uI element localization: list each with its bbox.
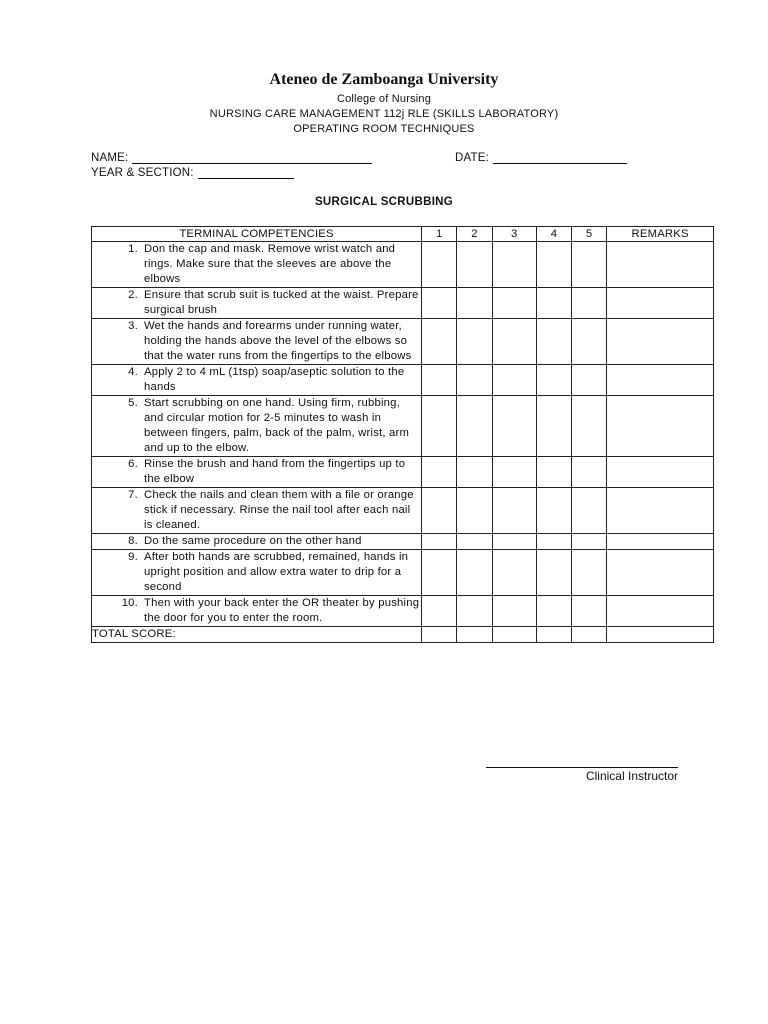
competency-item bbox=[92, 488, 421, 533]
score-cell[interactable] bbox=[492, 627, 536, 643]
competency-item bbox=[92, 319, 421, 364]
date-field[interactable] bbox=[455, 152, 627, 164]
score-cell[interactable] bbox=[457, 534, 492, 550]
table-row bbox=[92, 288, 714, 319]
score-cell[interactable] bbox=[422, 365, 457, 396]
remarks-cell[interactable] bbox=[607, 242, 714, 288]
item-text: Ensure that scrub suit is tucked at the waist. Prepare surgical brush bbox=[144, 289, 419, 316]
score-cell[interactable] bbox=[422, 550, 457, 596]
score-cell[interactable] bbox=[572, 534, 607, 550]
remarks-cell[interactable] bbox=[607, 457, 714, 488]
score-cell[interactable] bbox=[422, 288, 457, 319]
item-number: 3. bbox=[128, 320, 138, 332]
total-score-label: TOTAL SCORE: bbox=[92, 627, 422, 643]
subject-title: OPERATING ROOM TECHNIQUES bbox=[293, 123, 475, 135]
score-cell[interactable] bbox=[422, 596, 457, 627]
column-header: 4 bbox=[536, 227, 571, 242]
competency-item bbox=[92, 550, 421, 595]
score-cell[interactable] bbox=[422, 242, 457, 288]
table-row bbox=[92, 550, 714, 596]
score-cell[interactable] bbox=[492, 596, 536, 627]
score-cell[interactable] bbox=[457, 627, 492, 643]
table-row bbox=[92, 396, 714, 457]
table-row bbox=[92, 457, 714, 488]
score-cell[interactable] bbox=[572, 365, 607, 396]
competency-item bbox=[92, 396, 421, 456]
remarks-cell[interactable] bbox=[607, 396, 714, 457]
score-cell[interactable] bbox=[422, 319, 457, 365]
item-number: 7. bbox=[128, 489, 138, 501]
item-text: Then with your back enter the OR theater by pushing the door for you to enter the room. bbox=[144, 597, 420, 624]
table-row bbox=[92, 365, 714, 396]
remarks-cell[interactable] bbox=[607, 596, 714, 627]
score-cell[interactable] bbox=[536, 457, 571, 488]
score-cell[interactable] bbox=[572, 550, 607, 596]
table-row bbox=[92, 534, 714, 550]
date-label: DATE: bbox=[455, 152, 490, 164]
score-cell[interactable] bbox=[492, 534, 536, 550]
score-cell[interactable] bbox=[492, 365, 536, 396]
item-number: 5. bbox=[128, 397, 138, 409]
item-text: Apply 2 to 4 mL (1tsp) soap/aseptic solution to the hands bbox=[144, 366, 405, 393]
score-cell[interactable] bbox=[457, 596, 492, 627]
item-text: Rinse the brush and hand from the fingertips up to the elbow bbox=[144, 458, 406, 485]
competency-cell bbox=[92, 596, 422, 627]
item-number: 2. bbox=[128, 289, 138, 301]
name-blank[interactable] bbox=[132, 153, 372, 164]
table-row bbox=[92, 488, 714, 534]
competency-item bbox=[92, 365, 421, 395]
item-number: 1. bbox=[128, 243, 138, 255]
university-name: Ateneo de Zamboanga University bbox=[269, 71, 499, 88]
competency-item bbox=[92, 288, 421, 318]
remarks-cell[interactable] bbox=[607, 319, 714, 365]
column-header: TERMINAL COMPETENCIES bbox=[92, 227, 422, 242]
table-row bbox=[92, 319, 714, 365]
score-cell[interactable] bbox=[422, 534, 457, 550]
score-cell[interactable] bbox=[572, 288, 607, 319]
item-text: Start scrubbing on one hand. Using firm, rubbing, and circular motion for 2-5 minutes to wash in between fingers, palm, back of the palm, wrist, arm and up to the elbow. bbox=[144, 397, 410, 454]
score-cell[interactable] bbox=[422, 457, 457, 488]
score-cell[interactable] bbox=[536, 627, 571, 643]
score-cell[interactable] bbox=[492, 288, 536, 319]
competency-cell bbox=[92, 396, 422, 457]
remarks-cell[interactable] bbox=[607, 365, 714, 396]
competency-cell bbox=[92, 457, 422, 488]
competency-item bbox=[92, 534, 421, 549]
score-cell[interactable] bbox=[422, 627, 457, 643]
column-header: 1 bbox=[422, 227, 457, 242]
score-cell[interactable] bbox=[572, 457, 607, 488]
score-cell[interactable] bbox=[572, 627, 607, 643]
score-cell[interactable] bbox=[536, 396, 571, 457]
item-number: 9. bbox=[128, 551, 138, 563]
score-cell[interactable] bbox=[572, 488, 607, 534]
score-cell[interactable] bbox=[457, 365, 492, 396]
name-label: NAME: bbox=[91, 152, 129, 164]
column-header: 5 bbox=[572, 227, 607, 242]
remarks-cell[interactable] bbox=[607, 488, 714, 534]
score-cell[interactable] bbox=[457, 457, 492, 488]
column-header: REMARKS bbox=[607, 227, 714, 242]
score-cell[interactable] bbox=[536, 488, 571, 534]
item-text: After both hands are scrubbed, remained, hands in upright position and allow extra water to drip for a second bbox=[144, 551, 409, 593]
score-cell[interactable] bbox=[536, 596, 571, 627]
signature-label: Clinical Instructor bbox=[585, 769, 678, 783]
score-cell[interactable] bbox=[536, 319, 571, 365]
item-text: Do the same procedure on the other hand bbox=[144, 535, 362, 547]
score-cell[interactable] bbox=[536, 365, 571, 396]
score-cell[interactable] bbox=[492, 319, 536, 365]
score-cell[interactable] bbox=[492, 488, 536, 534]
table-row bbox=[92, 242, 714, 288]
year-section-field[interactable] bbox=[91, 167, 294, 179]
competency-cell bbox=[92, 550, 422, 596]
score-cell[interactable] bbox=[536, 534, 571, 550]
score-cell[interactable] bbox=[572, 319, 607, 365]
competency-cell bbox=[92, 488, 422, 534]
remarks-cell[interactable] bbox=[607, 627, 714, 643]
score-cell[interactable] bbox=[536, 242, 571, 288]
section-title: SURGICAL SCRUBBING bbox=[314, 196, 454, 208]
competency-cell bbox=[92, 319, 422, 365]
score-cell[interactable] bbox=[572, 242, 607, 288]
competency-cell bbox=[92, 534, 422, 550]
remarks-cell[interactable] bbox=[607, 550, 714, 596]
score-cell[interactable] bbox=[457, 396, 492, 457]
total-score-row bbox=[92, 627, 714, 643]
remarks-cell[interactable] bbox=[607, 534, 714, 550]
column-header: 2 bbox=[457, 227, 492, 242]
score-cell[interactable] bbox=[422, 396, 457, 457]
item-text: Don the cap and mask. Remove wrist watch and rings. Make sure that the sleeves are above the elbows bbox=[144, 243, 396, 285]
score-cell[interactable] bbox=[457, 550, 492, 596]
score-cell[interactable] bbox=[492, 396, 536, 457]
competency-cell bbox=[92, 288, 422, 319]
competency-item bbox=[92, 596, 421, 626]
score-cell[interactable] bbox=[536, 288, 571, 319]
competency-table bbox=[91, 226, 714, 643]
date-blank[interactable] bbox=[493, 153, 627, 164]
course-title: NURSING CARE MANAGEMENT 112j RLE (SKILLS LABORATORY) bbox=[209, 108, 559, 120]
table-row bbox=[92, 596, 714, 627]
score-cell[interactable] bbox=[457, 288, 492, 319]
score-cell[interactable] bbox=[536, 550, 571, 596]
score-cell[interactable] bbox=[492, 457, 536, 488]
score-cell[interactable] bbox=[422, 488, 457, 534]
year-section-blank[interactable] bbox=[198, 168, 294, 179]
score-cell[interactable] bbox=[572, 596, 607, 627]
item-number: 4. bbox=[128, 366, 138, 378]
item-text: Wet the hands and forearms under running water, holding the hands above the level of the elbows so that the water runs from the fingertips to the elbows bbox=[144, 320, 412, 362]
signature-line[interactable] bbox=[486, 753, 678, 768]
year-section-label: YEAR & SECTION: bbox=[91, 167, 194, 179]
column-header: 3 bbox=[492, 227, 536, 242]
score-cell[interactable] bbox=[492, 242, 536, 288]
score-cell[interactable] bbox=[457, 319, 492, 365]
item-number: 6. bbox=[128, 458, 138, 470]
item-number: 10. bbox=[121, 597, 138, 609]
college-name: College of Nursing bbox=[336, 93, 432, 105]
score-cell[interactable] bbox=[492, 550, 536, 596]
item-text: Check the nails and clean them with a file or orange stick if necessary. Rinse the nail tool after each nail is cleaned. bbox=[144, 489, 414, 531]
competency-cell bbox=[92, 242, 422, 288]
name-field[interactable] bbox=[91, 152, 372, 164]
competency-cell bbox=[92, 365, 422, 396]
competency-item bbox=[92, 457, 421, 487]
table-header-row bbox=[92, 227, 714, 242]
remarks-cell[interactable] bbox=[607, 288, 714, 319]
score-cell[interactable] bbox=[457, 488, 492, 534]
item-number: 8. bbox=[128, 535, 138, 547]
competency-item bbox=[92, 242, 421, 287]
score-cell[interactable] bbox=[457, 242, 492, 288]
score-cell[interactable] bbox=[572, 396, 607, 457]
